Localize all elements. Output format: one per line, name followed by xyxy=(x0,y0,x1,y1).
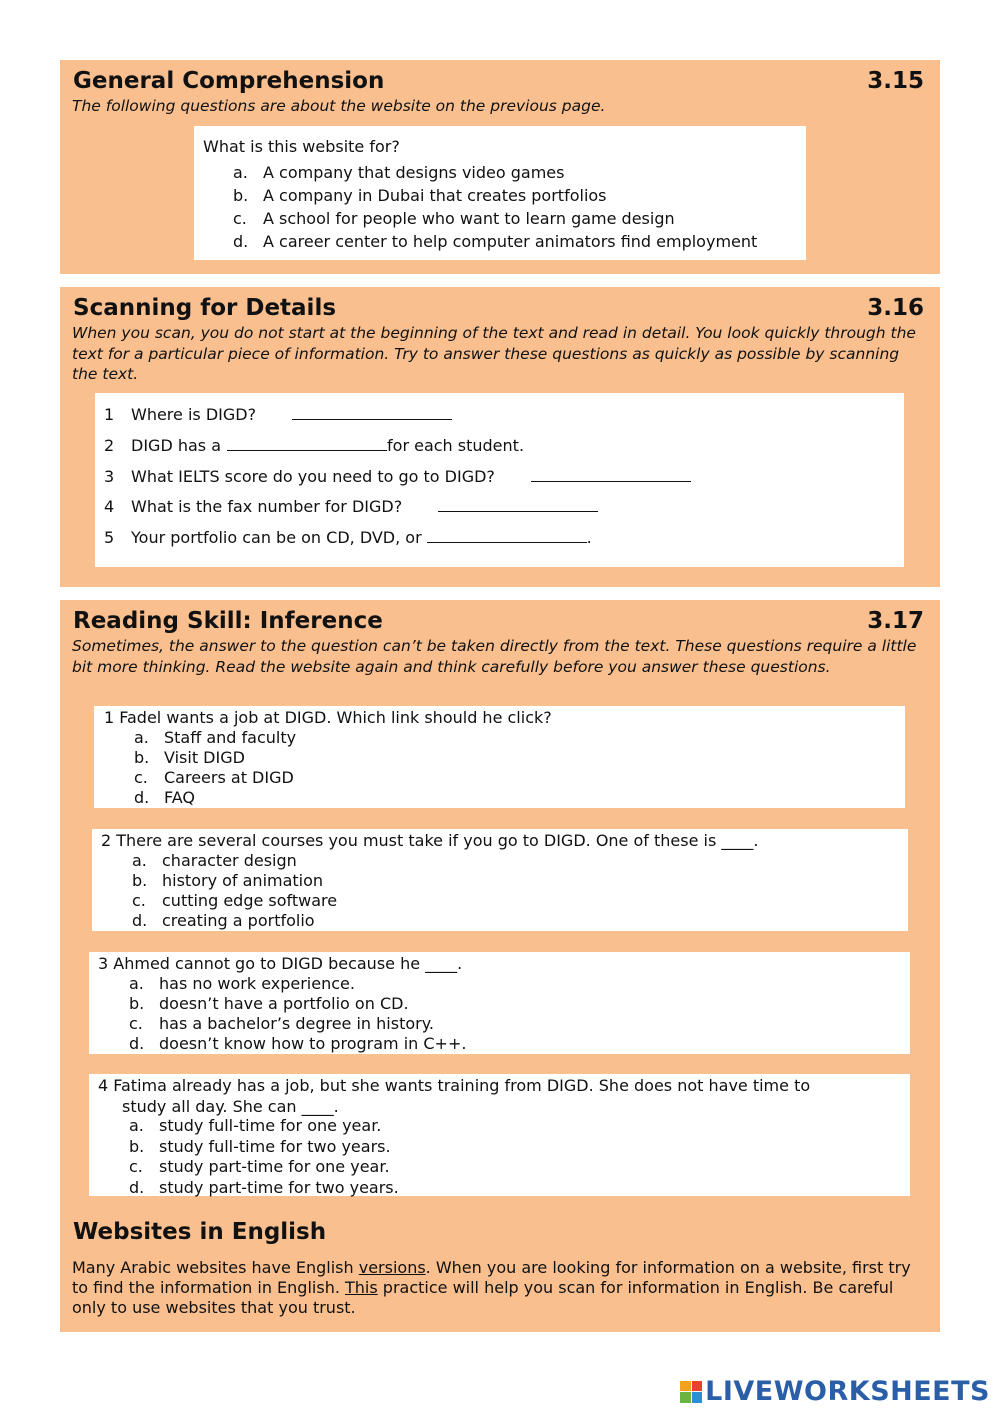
option-b[interactable] xyxy=(129,994,409,1013)
item-text: DIGD has a xyxy=(131,436,222,455)
option-text: A career center to help computer animators find employment xyxy=(263,232,758,251)
section-number: 3.16 xyxy=(867,295,924,321)
option-letter: b. xyxy=(129,994,145,1013)
section-intro: When you scan, you do not start at the beginning of the text and read in detail. You look quickly through the text for a particular piece of information. Try to answer these questions as quickly as possible by scanning the text. xyxy=(72,324,916,383)
section-title: General Comprehension xyxy=(73,68,385,94)
section-intro: The following questions are about the website on the previous page. xyxy=(72,97,606,115)
option-letter: d. xyxy=(132,911,148,930)
option-c[interactable] xyxy=(129,1157,390,1176)
option-a[interactable] xyxy=(129,974,355,993)
answer-blank[interactable] xyxy=(292,406,452,420)
option-a[interactable] xyxy=(129,1116,381,1135)
inference-question-2 xyxy=(92,829,908,931)
websites-in-english-title: Websites in English xyxy=(73,1219,327,1245)
section-number: 3.17 xyxy=(867,608,924,634)
option-letter: a. xyxy=(129,1116,144,1135)
option-text: study part-time for two years. xyxy=(159,1178,399,1197)
inference-question-1 xyxy=(94,706,905,808)
answer-blank[interactable] xyxy=(427,529,587,543)
paragraph-text: practice will help you scan for information in English. Be careful only to use websites that you trust. xyxy=(72,1278,894,1317)
section-number: 3.15 xyxy=(867,68,924,94)
option-text: history of animation xyxy=(162,871,324,890)
item-text: Your portfolio can be on CD, DVD, or xyxy=(131,528,422,547)
paragraph-text: Many Arabic websites have English xyxy=(72,1258,359,1277)
inference-question-3 xyxy=(89,952,910,1054)
option-text: doesn’t know how to program in C++. xyxy=(159,1034,467,1053)
section-intro: Sometimes, the answer to the question can’t be taken directly from the text. These questions require a little bit more thinking. Read the website again and think carefully before you answer these questions. xyxy=(72,637,917,676)
option-text: Staff and faculty xyxy=(164,728,297,747)
option-letter: c. xyxy=(132,891,146,910)
question-text: What is this website for? xyxy=(203,137,400,156)
underlined-word: versions xyxy=(358,1258,426,1277)
option-letter: d. xyxy=(134,788,150,807)
option-c[interactable] xyxy=(233,209,675,228)
option-d[interactable] xyxy=(129,1034,466,1053)
option-text: FAQ xyxy=(164,788,195,807)
option-text: A company that designs video games xyxy=(263,163,565,182)
option-text: Visit DIGD xyxy=(164,748,245,767)
option-text: Careers at DIGD xyxy=(164,768,294,787)
option-letter: c. xyxy=(129,1014,143,1033)
option-c[interactable] xyxy=(134,768,294,787)
answer-blank[interactable] xyxy=(438,498,598,512)
option-letter: b. xyxy=(129,1137,145,1156)
websites-in-english-paragraph xyxy=(72,1258,930,1318)
section-reading-skill-inference xyxy=(60,600,940,1332)
option-letter: a. xyxy=(134,728,149,747)
option-a[interactable] xyxy=(132,851,297,870)
question-stem: 3 Ahmed cannot go to DIGD because he ____. xyxy=(98,954,463,973)
option-b[interactable] xyxy=(233,186,607,205)
option-letter: a. xyxy=(129,974,144,993)
option-a[interactable] xyxy=(233,163,564,182)
question-box xyxy=(194,126,806,260)
option-letter: c. xyxy=(134,768,148,787)
item-text: What is the fax number for DIGD? xyxy=(131,497,403,516)
option-letter: c. xyxy=(129,1157,143,1176)
option-letter: c. xyxy=(233,209,247,228)
option-b[interactable] xyxy=(129,1137,391,1156)
option-text: character design xyxy=(162,851,297,870)
option-a[interactable] xyxy=(134,728,296,747)
option-b[interactable] xyxy=(132,871,323,890)
option-text: has no work experience. xyxy=(159,974,355,993)
question-stem: 4 Fatima already has a job, but she wants training from DIGD. She does not have time to xyxy=(98,1076,811,1095)
item-text: What IELTS score do you need to go to DIGD? xyxy=(131,467,495,486)
section-title: Reading Skill: Inference xyxy=(73,608,383,634)
option-letter: a. xyxy=(132,851,147,870)
underlined-word: This xyxy=(345,1278,378,1297)
option-c[interactable] xyxy=(129,1014,434,1033)
paragraph-text: . When you are looking for information on a website, first try to find the information in English. xyxy=(72,1258,911,1297)
option-text: study part-time for one year. xyxy=(159,1157,390,1176)
liveworksheets-logo[interactable] xyxy=(680,1376,990,1407)
scan-question-1 xyxy=(104,405,452,424)
option-letter: b. xyxy=(233,186,249,205)
option-text: cutting edge software xyxy=(162,891,338,910)
item-text-after: for each student. xyxy=(387,436,525,455)
item-text-after: . xyxy=(586,528,592,547)
questions-box xyxy=(95,393,904,567)
option-letter: d. xyxy=(233,232,249,251)
option-letter: b. xyxy=(132,871,148,890)
option-d[interactable] xyxy=(134,788,195,807)
item-number: 3 xyxy=(104,467,115,486)
answer-blank[interactable] xyxy=(531,468,691,482)
section-title: Scanning for Details xyxy=(73,295,337,321)
option-text: study full-time for one year. xyxy=(159,1116,382,1135)
section-general-comprehension xyxy=(60,60,940,274)
item-number: 4 xyxy=(104,497,115,516)
option-text: has a bachelor’s degree in history. xyxy=(159,1014,434,1033)
scan-question-5 xyxy=(104,528,592,547)
option-text: study full-time for two years. xyxy=(159,1137,391,1156)
item-number: 5 xyxy=(104,528,115,547)
item-number: 1 xyxy=(104,405,115,424)
option-letter: b. xyxy=(134,748,150,767)
logo-mark-icon xyxy=(680,1381,702,1403)
item-text: Where is DIGD? xyxy=(131,405,257,424)
question-stem: 1 Fadel wants a job at DIGD. Which link should he click? xyxy=(104,708,552,727)
scan-question-2 xyxy=(104,436,524,455)
option-text: A school for people who want to learn game design xyxy=(263,209,675,228)
question-stem-continued: study all day. She can ____. xyxy=(122,1097,339,1116)
option-text: creating a portfolio xyxy=(162,911,315,930)
option-d[interactable] xyxy=(233,232,757,251)
logo-text: LIVEWORKSHEETS xyxy=(705,1376,990,1407)
item-number: 2 xyxy=(104,436,115,455)
scan-question-3 xyxy=(104,467,691,486)
question-stem: 2 There are several courses you must take if you go to DIGD. One of these is ____. xyxy=(101,831,759,850)
option-c[interactable] xyxy=(132,891,337,910)
option-letter: d. xyxy=(129,1178,145,1197)
inference-question-4 xyxy=(89,1074,910,1196)
option-letter: a. xyxy=(233,163,248,182)
answer-blank[interactable] xyxy=(227,437,387,451)
option-letter: d. xyxy=(129,1034,145,1053)
section-scanning-for-details xyxy=(60,287,940,587)
option-text: doesn’t have a portfolio on CD. xyxy=(159,994,409,1013)
option-b[interactable] xyxy=(134,748,245,767)
option-d[interactable] xyxy=(129,1178,399,1197)
option-d[interactable] xyxy=(132,911,315,930)
scan-question-4 xyxy=(104,497,598,516)
option-text: A company in Dubai that creates portfolios xyxy=(263,186,607,205)
